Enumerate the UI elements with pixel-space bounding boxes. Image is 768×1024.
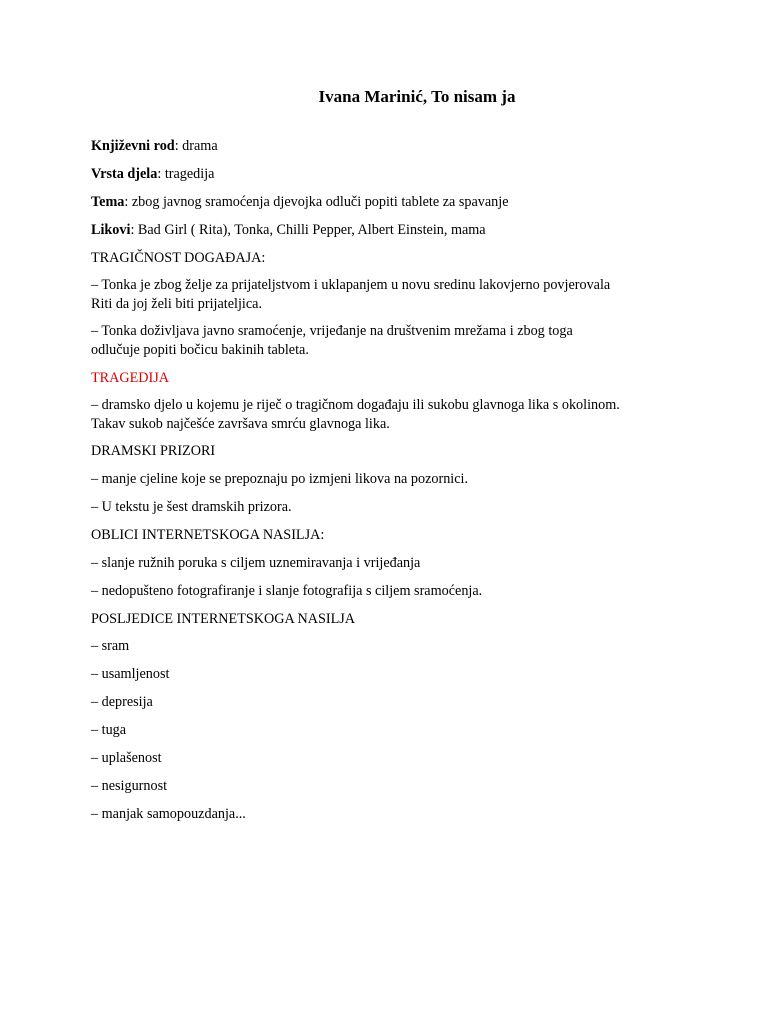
section-heading-tragedija: TRAGEDIJA <box>91 370 170 386</box>
field-label: Tema <box>91 194 125 210</box>
document-title: Ivana Marinić, To nisam ja <box>318 87 516 106</box>
tragedija-definition-line-2: Takav sukob najčešće završava smrću glavnoga lika. <box>91 416 390 432</box>
posljedice-item: – sram <box>91 638 130 654</box>
field-label: Vrsta djela <box>91 166 158 182</box>
field-likovi <box>91 221 711 240</box>
field-value: : Bad Girl ( Rita), Tonka, Chilli Pepper, Albert Einstein, mama <box>130 222 486 238</box>
tragicnost-item-1-line-2: Riti da joj želi biti prijateljica. <box>91 296 262 312</box>
section-heading-oblici: OBLICI INTERNETSKOGA NASILJA: <box>91 527 325 543</box>
section-heading-tragicnost: TRAGIČNOST DOGAĐAJA: <box>91 250 266 266</box>
oblici-item: – nedopušteno fotografiranje i slanje fotografija s ciljem sramoćenja. <box>91 583 483 599</box>
posljedice-item: – tuga <box>91 722 127 738</box>
tragicnost-item-2-line-1: – Tonka doživljava javno sramoćenje, vrijeđanje na društvenim mrežama i zbog toga <box>91 323 573 339</box>
prizori-item: – manje cjeline koje se prepoznaju po izmjeni likova na pozornici. <box>91 471 469 487</box>
field-value: : zbog javnog sramoćenja djevojka odluči popiti tablete za spavanje <box>124 194 509 210</box>
field-value: : drama <box>174 138 218 154</box>
field-knjizevni-rod <box>91 137 711 156</box>
field-label: Likovi <box>91 222 131 238</box>
section-heading-prizori: DRAMSKI PRIZORI <box>91 443 216 459</box>
tragicnost-item-2-line-2: odlučuje popiti bočicu bakinih tableta. <box>91 342 309 358</box>
section-heading-posljedice: POSLJEDICE INTERNETSKOGA NASILJA <box>91 611 356 627</box>
tragicnost-item-1-line-1: – Tonka je zbog želje za prijateljstvom i uklapanjem u novu sredinu lakovjerno povjerovala <box>91 277 611 293</box>
tragedija-definition-line-1: – dramsko djelo u kojemu je riječ o tragičnom događaju ili sukobu glavnoga lika s okolinom. <box>91 397 620 413</box>
posljedice-item: – uplašenost <box>91 750 162 766</box>
posljedice-item: – depresija <box>91 694 153 710</box>
field-value: : tragedija <box>157 166 215 182</box>
field-vrsta-djela <box>91 165 711 184</box>
prizori-item: – U tekstu je šest dramskih prizora. <box>91 499 292 515</box>
posljedice-item: – usamljenost <box>91 666 170 682</box>
field-tema <box>91 193 711 212</box>
field-label: Književni rod <box>91 138 175 154</box>
oblici-item: – slanje ružnih poruka s ciljem uznemiravanja i vrijeđanja <box>91 555 421 571</box>
posljedice-item: – manjak samopouzdanja... <box>91 806 246 822</box>
posljedice-item: – nesigurnost <box>91 778 168 794</box>
